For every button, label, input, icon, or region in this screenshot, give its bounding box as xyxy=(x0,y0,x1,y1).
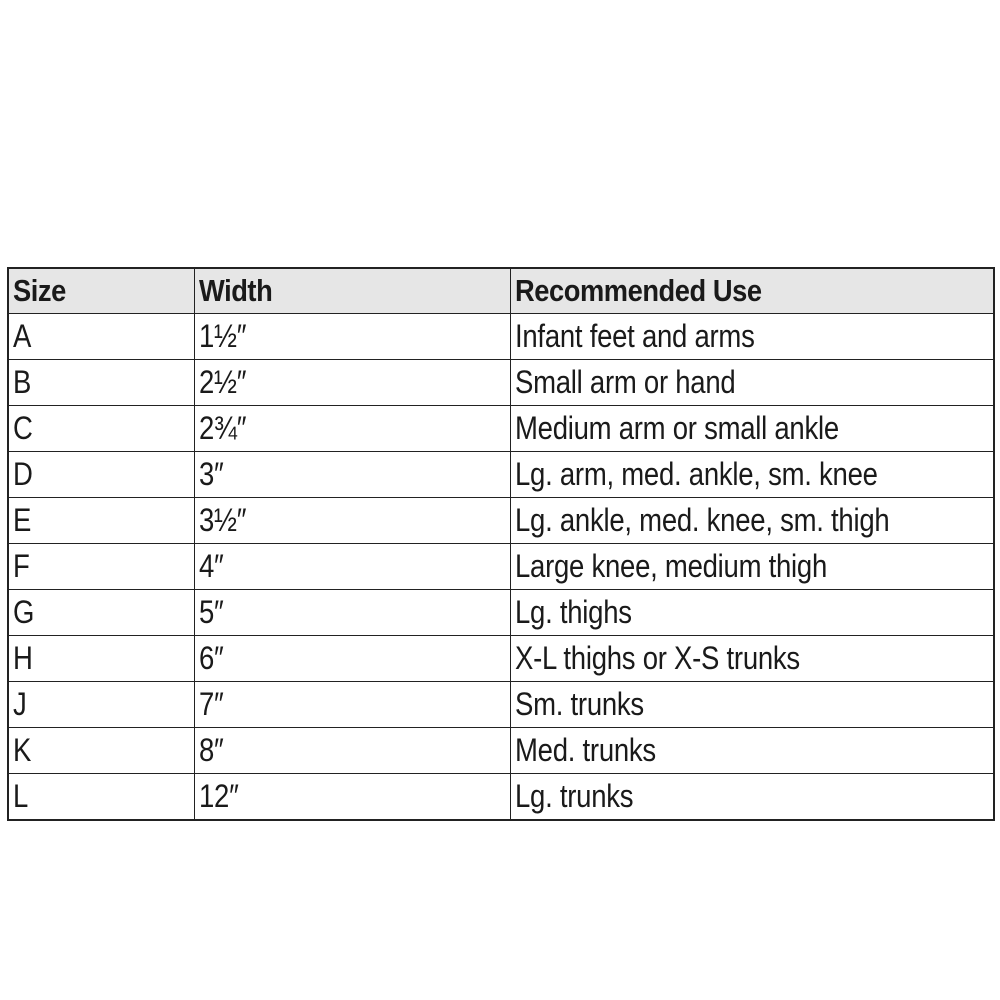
header-use-label: Recommended Use xyxy=(514,273,762,308)
cell-width xyxy=(194,636,510,682)
cell-size xyxy=(8,544,194,590)
header-size xyxy=(8,268,194,314)
width-value: 3½″ xyxy=(198,502,246,538)
use-value: Large knee, medium thigh xyxy=(514,548,827,584)
width-value: 6″ xyxy=(198,640,224,676)
width-value: 2¾″ xyxy=(198,410,246,446)
table-row xyxy=(8,406,994,452)
header-size-label: Size xyxy=(13,273,66,308)
header-width-label: Width xyxy=(198,273,272,308)
use-value: Infant feet and arms xyxy=(514,318,755,354)
cell-width xyxy=(194,682,510,728)
cell-size xyxy=(8,452,194,498)
use-value: X-L thighs or X-S trunks xyxy=(514,640,800,676)
cell-width xyxy=(194,406,510,452)
cell-width xyxy=(194,452,510,498)
width-value: 8″ xyxy=(198,732,224,768)
size-value: G xyxy=(13,594,35,630)
cell-size xyxy=(8,498,194,544)
cell-size xyxy=(8,360,194,406)
table-row xyxy=(8,636,994,682)
cell-use xyxy=(510,728,994,774)
cell-size xyxy=(8,590,194,636)
table-row xyxy=(8,544,994,590)
cell-width xyxy=(194,728,510,774)
table-row xyxy=(8,682,994,728)
cell-use xyxy=(510,498,994,544)
use-value: Sm. trunks xyxy=(514,686,644,722)
size-value: K xyxy=(13,732,32,768)
width-value: 4″ xyxy=(198,548,224,584)
size-value: E xyxy=(13,502,32,538)
cell-use xyxy=(510,406,994,452)
table-row xyxy=(8,452,994,498)
cell-size xyxy=(8,406,194,452)
table-row xyxy=(8,774,994,821)
size-value: B xyxy=(13,364,32,400)
use-value: Lg. arm, med. ankle, sm. knee xyxy=(514,456,878,492)
width-value: 5″ xyxy=(198,594,224,630)
cell-size xyxy=(8,314,194,360)
header-recommended-use xyxy=(510,268,994,314)
table-body xyxy=(8,314,994,821)
cell-use xyxy=(510,590,994,636)
cell-use xyxy=(510,544,994,590)
size-value: J xyxy=(13,686,27,722)
size-value: H xyxy=(13,640,33,676)
cell-size xyxy=(8,636,194,682)
width-value: 7″ xyxy=(198,686,224,722)
cell-width xyxy=(194,590,510,636)
cell-width xyxy=(194,360,510,406)
size-value: L xyxy=(13,778,29,814)
cell-width xyxy=(194,314,510,360)
width-value: 12″ xyxy=(198,778,239,814)
cell-use xyxy=(510,452,994,498)
header-width xyxy=(194,268,510,314)
cell-size xyxy=(8,728,194,774)
cell-use xyxy=(510,360,994,406)
cell-width xyxy=(194,774,510,821)
use-value: Small arm or hand xyxy=(514,364,735,400)
table-header xyxy=(8,268,994,314)
cell-use xyxy=(510,636,994,682)
width-value: 2½″ xyxy=(198,364,246,400)
cell-size xyxy=(8,682,194,728)
cell-width xyxy=(194,498,510,544)
table-row xyxy=(8,590,994,636)
size-value: C xyxy=(13,410,33,446)
table-row xyxy=(8,728,994,774)
size-chart-table xyxy=(7,267,995,821)
use-value: Lg. trunks xyxy=(514,778,633,814)
table-row xyxy=(8,498,994,544)
cell-use xyxy=(510,774,994,821)
use-value: Med. trunks xyxy=(514,732,656,768)
cell-width xyxy=(194,544,510,590)
size-value: D xyxy=(13,456,33,492)
header-row xyxy=(8,268,994,314)
use-value: Lg. thighs xyxy=(514,594,632,630)
table-row xyxy=(8,360,994,406)
size-value: F xyxy=(13,548,30,584)
use-value: Medium arm or small ankle xyxy=(514,410,839,446)
width-value: 1½″ xyxy=(198,318,246,354)
cell-use xyxy=(510,314,994,360)
cell-use xyxy=(510,682,994,728)
size-value: A xyxy=(13,318,32,354)
table-row xyxy=(8,314,994,360)
use-value: Lg. ankle, med. knee, sm. thigh xyxy=(514,502,889,538)
width-value: 3″ xyxy=(198,456,224,492)
cell-size xyxy=(8,774,194,821)
